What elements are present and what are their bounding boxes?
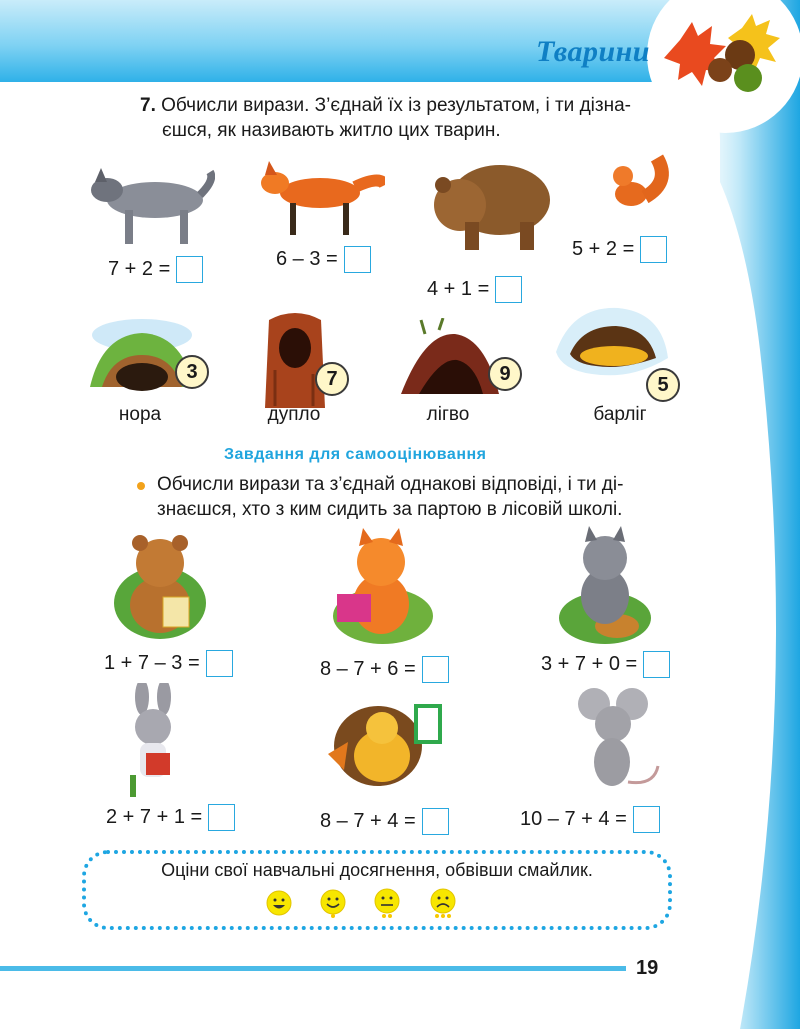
fox-reading-icon [323, 528, 433, 648]
answer-box[interactable] [495, 276, 522, 303]
self-assessment-instructions [157, 472, 687, 522]
bear-icon [425, 150, 555, 255]
expression-text: 8 – 7 + 6 = [320, 658, 416, 680]
answer-box[interactable] [640, 236, 667, 263]
expression-squirrel [572, 236, 667, 263]
answer-box[interactable] [208, 804, 235, 831]
expression-hedgehog [320, 808, 449, 835]
answer-box[interactable] [344, 246, 371, 273]
expression-fox [276, 246, 371, 273]
tree-hollow-icon [255, 310, 335, 410]
bullet-point [137, 482, 145, 490]
answer-box[interactable] [422, 656, 449, 683]
number-badge: 7 [315, 362, 349, 396]
expression-text: 3 + 7 + 0 = [541, 653, 638, 675]
expression-text: 10 – 7 + 4 = [520, 808, 627, 830]
neutral-smiley-icon[interactable] [372, 888, 402, 918]
fox-icon [255, 155, 385, 240]
sad-smiley-icon[interactable] [428, 888, 458, 918]
expression-wolf [108, 256, 203, 283]
task7-instructions [140, 93, 700, 143]
number-badge: 5 [646, 368, 680, 402]
expression-text: 5 + 2 = [572, 238, 635, 260]
task-number: 7. [140, 95, 156, 116]
expression-bear-cub [104, 650, 233, 677]
smile-smiley-icon[interactable] [318, 888, 348, 918]
expression-text: 7 + 2 = [108, 258, 171, 280]
answer-box[interactable] [422, 808, 449, 835]
happy-smiley-icon[interactable] [264, 888, 294, 918]
expression-mouse [520, 806, 660, 833]
home-label-lair: лігво [426, 404, 470, 425]
answer-box[interactable] [643, 651, 670, 678]
expression-text: 8 – 7 + 4 = [320, 810, 416, 832]
squirrel-icon [605, 152, 675, 217]
expression-text: 6 – 3 = [276, 248, 338, 270]
home-label-hollow: дупло [267, 404, 321, 425]
page-number: 19 [636, 957, 659, 979]
answer-box[interactable] [206, 650, 233, 677]
expression-text: 4 + 1 = [427, 278, 490, 300]
bear-cub-icon [108, 525, 213, 640]
wolf-icon [85, 160, 215, 250]
self-assessment-title: Завдання для самооцінювання [224, 446, 487, 463]
self-text-line1: Обчисли вирази та з’єднай однакові відповіді, і ти ді- [157, 474, 624, 495]
number-badge: 3 [175, 355, 209, 389]
expression-fox-reading [320, 656, 449, 683]
expression-text: 1 + 7 – 3 = [104, 652, 200, 674]
expression-bear [427, 276, 522, 303]
task7-text-line2: єшся, як називають житло цих тварин. [162, 120, 501, 141]
home-label-den: барліг [593, 404, 647, 425]
hedgehog-icon [322, 684, 447, 789]
expression-text: 2 + 7 + 1 = [106, 806, 203, 828]
lair-icon [395, 318, 505, 398]
answer-box[interactable] [633, 806, 660, 833]
expression-bunny [106, 804, 235, 831]
task7-text-line1: Обчисли вирази. З’єднай їх із результатом, і ти дізна- [161, 95, 631, 116]
answer-box[interactable] [176, 256, 203, 283]
wolf-cub-icon [555, 526, 655, 646]
number-badge: 9 [488, 357, 522, 391]
mouse-icon [568, 686, 663, 796]
section-title: Тварини [536, 35, 650, 68]
evaluation-text: Оціни свої навчальні досягнення, обвівши смайлик. [161, 860, 593, 880]
expression-wolf-cub [541, 651, 670, 678]
bunny-icon [118, 683, 188, 798]
self-text-line2: знаєшся, хто з ким сидить за партою в лісовій школі. [157, 499, 623, 520]
home-label-burrow: нора [118, 404, 162, 425]
